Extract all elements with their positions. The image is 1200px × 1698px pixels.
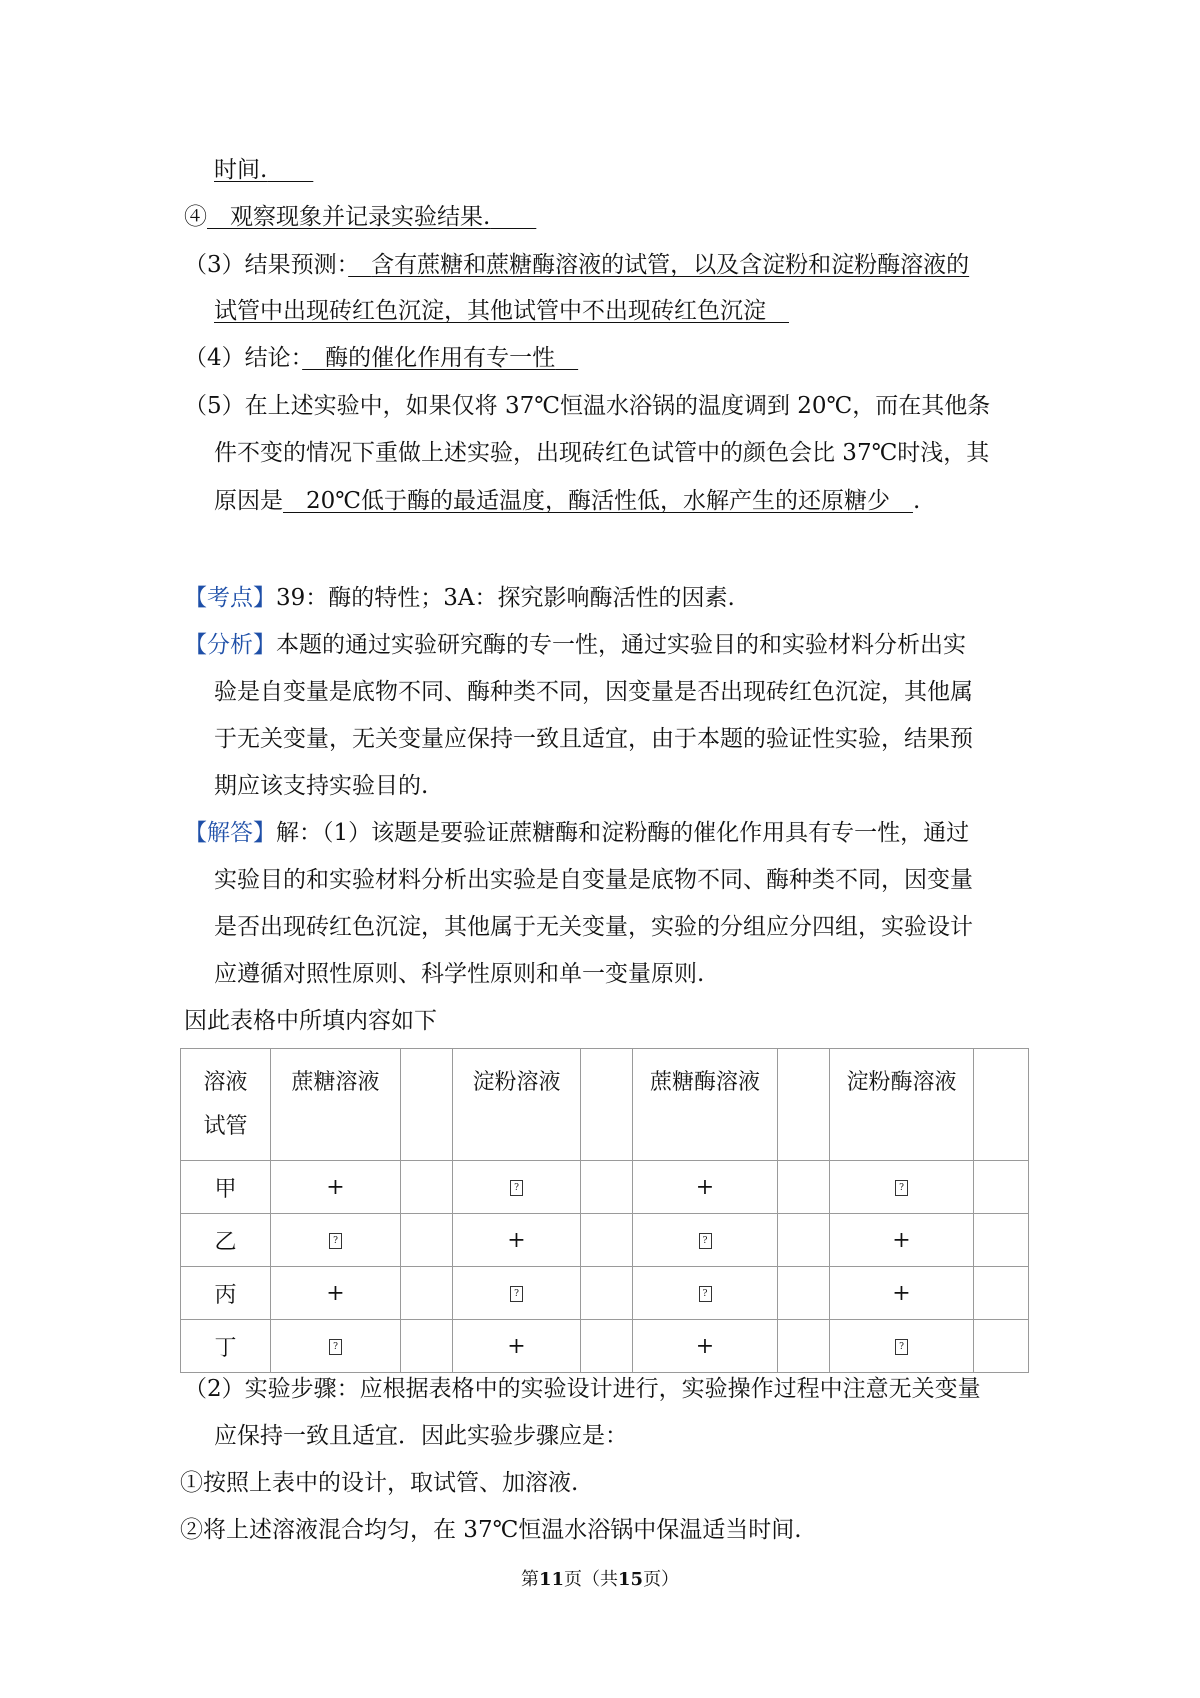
answer-line-3: [184, 250, 969, 280]
page-footer: 第11页（共15页）: [520, 1569, 680, 1590]
jieda-line-4: 应遵循对照性原则、科学性原则和单一变量原则.: [214, 961, 705, 987]
header-cell: [778, 1049, 830, 1161]
row-label: 甲: [181, 1161, 271, 1214]
table-cell: +: [271, 1267, 401, 1320]
table-cell: [778, 1161, 830, 1214]
table-cell: [401, 1267, 453, 1320]
total-pages: 15: [618, 1569, 644, 1590]
jieda-line-2: 实验目的和实验材料分析出实验是自变量是底物不同、酶种类不同，因变量: [214, 867, 973, 893]
table-cell: +: [633, 1161, 778, 1214]
jieda-line-1: 【解答】解：（1）该题是要验证蔗糖酶和淀粉酶的催化作用具有专一性，通过: [184, 820, 970, 846]
table-cell: +: [633, 1320, 778, 1373]
step2-line-3: ①按照上表中的设计，取试管、加溶液.: [180, 1470, 579, 1496]
table-cell: [581, 1161, 633, 1214]
row-label: 乙: [181, 1214, 271, 1267]
answer-line-8: 原因是 20℃低于酶的最适温度，酶活性低，水解产生的还原糖少 .: [214, 488, 921, 514]
table-header-row: [181, 1049, 1029, 1161]
fenxi-line-1: 【分析】本题的通过实验研究酶的专一性，通过实验目的和实验材料分析出实: [184, 632, 966, 658]
header-cell: 蔗糖酶溶液: [633, 1049, 778, 1161]
answer-line-7: 件不变的情况下重做上述实验，出现砖红色试管中的颜色会比 37℃时浅，其: [214, 440, 990, 466]
table-cell: [581, 1267, 633, 1320]
answer-line-5: [184, 343, 578, 373]
table-cell: ?: [453, 1267, 581, 1320]
table-cell: +: [830, 1267, 974, 1320]
answer-line-1: [214, 155, 313, 185]
step-number: ④: [184, 204, 207, 230]
jieda-tag: 【解答】: [184, 820, 276, 846]
item-label: （4）结论：: [184, 345, 303, 371]
underlined-text: 时间.: [214, 157, 268, 183]
fenxi-tag: 【分析】: [184, 632, 276, 658]
table-row: [181, 1267, 1029, 1320]
item-label: 原因是: [214, 488, 283, 514]
table-cell: [778, 1267, 830, 1320]
table-cell: ?: [271, 1320, 401, 1373]
kaodian-tag: 【考点】: [184, 585, 276, 611]
table-cell: +: [453, 1214, 581, 1267]
table-cell: +: [453, 1320, 581, 1373]
header-cell: 蔗糖溶液: [271, 1049, 401, 1161]
table-cell: [581, 1214, 633, 1267]
row-label: 丙: [181, 1267, 271, 1320]
item-label: （3）结果预测：: [184, 252, 349, 278]
table-cell: [401, 1320, 453, 1373]
table-cell: [974, 1267, 1029, 1320]
fenxi-line-4: 期应该支持实验目的.: [214, 773, 429, 799]
table-row: [181, 1214, 1029, 1267]
answer-line-2: [184, 202, 536, 232]
table-cell: [581, 1320, 633, 1373]
underlined-text: 试管中出现砖红色沉淀，其他试管中不出现砖红色沉淀: [214, 298, 766, 324]
table-cell: ?: [633, 1267, 778, 1320]
underlined-text: 酶的催化作用有专一性: [325, 345, 556, 371]
kaodian-text: 39：酶的特性；3A：探究影响酶活性的因素.: [276, 585, 735, 611]
header-cell: 淀粉溶液: [453, 1049, 581, 1161]
table-cell: ?: [271, 1214, 401, 1267]
header-cell: [974, 1049, 1029, 1161]
jieda-line-3: 是否出现砖红色沉淀，其他属于无关变量，实验的分组应分四组，实验设计: [214, 914, 973, 940]
fenxi-line-3: 于无关变量，无关变量应保持一致且适宜，由于本题的验证性实验，结果预: [214, 726, 973, 752]
table-cell: +: [830, 1214, 974, 1267]
table-cell: [778, 1214, 830, 1267]
answer-line-4: [214, 296, 789, 326]
row-label: 丁: [181, 1320, 271, 1373]
step2-line-4: ②将上述溶液混合均匀，在 37℃恒温水浴锅中保温适当时间.: [180, 1517, 802, 1543]
table-cell: ?: [830, 1320, 974, 1373]
table-intro: 因此表格中所填内容如下: [184, 1008, 437, 1034]
table-cell: [974, 1214, 1029, 1267]
table-cell: ?: [453, 1161, 581, 1214]
fenxi-line-2: 验是自变量是底物不同、酶种类不同，因变量是否出现砖红色沉淀，其他属: [214, 679, 973, 705]
table-cell: [778, 1320, 830, 1373]
header-cell: [401, 1049, 453, 1161]
header-corner-cell: 溶液 试管: [181, 1049, 271, 1161]
underlined-text: 20℃低于酶的最适温度，酶活性低，水解产生的还原糖少: [306, 488, 890, 514]
table-cell: ?: [633, 1214, 778, 1267]
header-cell: [581, 1049, 633, 1161]
underlined-text: 含有蔗糖和蔗糖酶溶液的试管，以及含淀粉和淀粉酶溶液的: [371, 252, 970, 278]
experiment-table: [180, 1048, 1029, 1373]
table-cell: [401, 1161, 453, 1214]
answer-line-6: （5）在上述实验中，如果仅将 37℃恒温水浴锅的温度调到 20℃，而在其他条: [184, 393, 991, 419]
table-cell: ?: [830, 1161, 974, 1214]
table-cell: +: [271, 1161, 401, 1214]
table-row: [181, 1320, 1029, 1373]
page-number: 11: [538, 1569, 564, 1590]
table-cell: [401, 1214, 453, 1267]
table-cell: [974, 1161, 1029, 1214]
table-cell: [974, 1320, 1029, 1373]
kaodian-section: [184, 583, 735, 613]
underlined-text: 观察现象并记录实验结果.: [230, 204, 491, 230]
table-row: [181, 1161, 1029, 1214]
step2-line-1: （2）实验步骤：应根据表格中的实验设计进行，实验操作过程中注意无关变量: [184, 1376, 981, 1402]
step2-line-2: 应保持一致且适宜．因此实验步骤应是：: [214, 1423, 628, 1449]
header-cell: 淀粉酶溶液: [830, 1049, 974, 1161]
